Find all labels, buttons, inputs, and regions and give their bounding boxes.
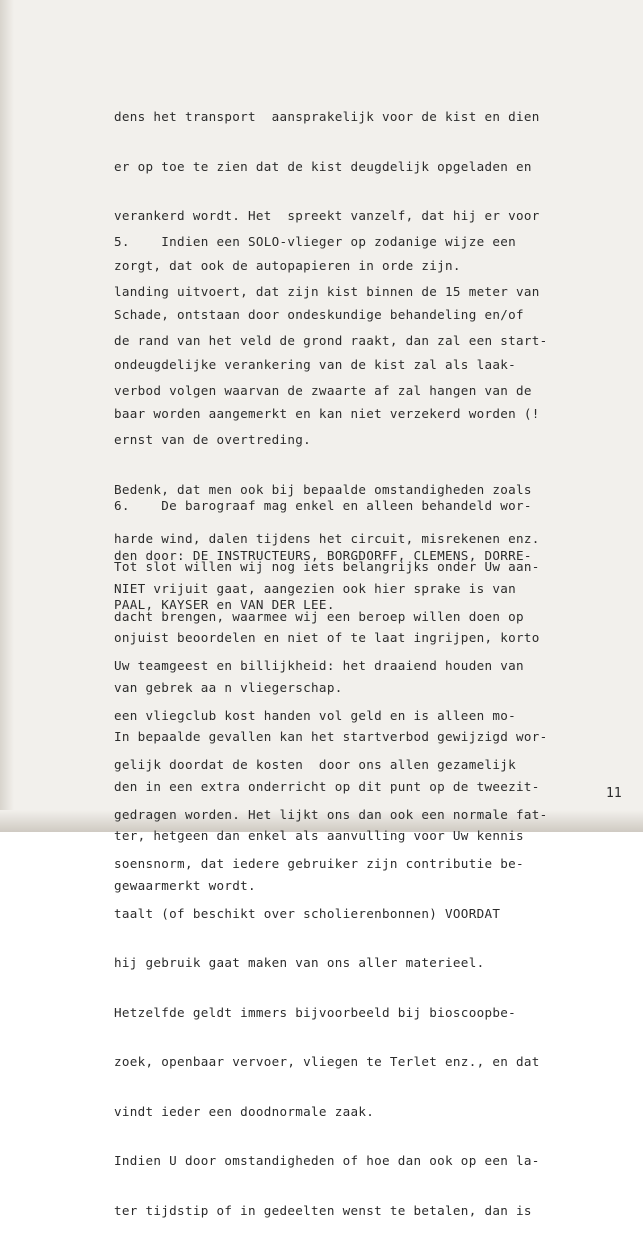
text-line: dacht brengen, waarmee wij een beroep willen doen op [114, 608, 524, 624]
paragraph-tot-slot [114, 526, 634, 1252]
text-line: verankerd wordt. Het spreekt vanzelf, dat hij er voor [114, 208, 540, 223]
text-line: ondeugdelijke verankering van de kist zal als laak- [114, 356, 516, 372]
text-line: een vliegclub kost handen vol geld en is alleen mo- [114, 707, 516, 723]
text-line: In bepaalde gevallen kan het startverbod gewijzigd wor- [114, 729, 548, 744]
text-line: dens het transport aansprakelijk voor de kist en dien [114, 109, 540, 124]
text-line: taalt (of beschikt over scholierenbonnen) VOORDAT [114, 905, 501, 921]
text-line: Indien U door omstandigheden of hoe dan ook op een la- [114, 1153, 540, 1168]
text-line: zorgt, dat ook de autopapieren in orde zijn. [114, 257, 461, 273]
text-line: onjuist beoordelen en niet of te laat ingrijpen, korto [114, 630, 540, 645]
text-line: van gebrek aa n vliegerschap. [114, 679, 343, 695]
text-line: soensnorm, dat iedere gebruiker zijn contributie be- [114, 856, 524, 871]
text-line: Hetzelfde geldt immers bijvoorbeeld bij bioscoopbe- [114, 1004, 516, 1020]
text-line: Tot slot willen wij nog iets belangrijks onder Uw aan- [114, 559, 540, 574]
text-line: ernst van de overtreding. [114, 432, 312, 447]
text-line: Schade, ontstaan door ondeskundige behandeling en/of [114, 307, 524, 322]
text-line: ter tijdstip of in gedeelten wenst te betalen, dan is [114, 1202, 532, 1218]
text-line: den in een extra onderricht op dit punt op de tweezit- [114, 778, 540, 794]
text-line: PAAL, KAYSER en VAN DER LEE. [114, 597, 335, 612]
text-line: Bedenk, dat men ook bij bepaalde omstandigheden zoals [114, 481, 532, 497]
page-number: 11 [606, 786, 622, 801]
text-line: 6. De barograaf mag enkel en alleen behandeld wor- [114, 498, 532, 513]
page-edge-shadow-left [0, 0, 14, 832]
text-line: er op toe te zien dat de kist deugdelijk opgeladen en [114, 158, 532, 174]
text-line: zoek, openbaar vervoer, vliegen te Terlet enz., en dat [114, 1054, 540, 1069]
text-line: gewaarmerkt wordt. [114, 877, 256, 893]
text-line: harde wind, dalen tijdens het circuit, misrekenen enz. [114, 531, 540, 546]
text-line: gelijk doordat de kosten door ons allen gezamelijk [114, 757, 516, 772]
text-line: 5. Indien een SOLO-vlieger op zodanige wijze een [114, 234, 516, 249]
text-line: hij gebruik gaat maken van ons aller materieel. [114, 955, 485, 970]
text-line: NIET vrijuit gaat, aangezien ook hier sprake is van [114, 580, 516, 596]
text-line: verbod volgen waarvan de zwaarte af zal hangen van de [114, 382, 532, 398]
text-line: vindt ieder een doodnormale zaak. [114, 1103, 375, 1119]
text-line: Uw teamgeest en billijkheid: het draaiend houden van [114, 658, 524, 673]
text-line: landing uitvoert, dat zijn kist binnen de 15 meter van [114, 283, 540, 299]
text-line: den door: DE INSTRUCTEURS, BORGDORFF, CLEMENS, DORRE- [114, 547, 532, 563]
text-line: gedragen worden. Het lijkt ons dan ook een normale fat- [114, 806, 548, 822]
text-line: ter, hetgeen dan enkel als aanvulling voor Uw kennis [114, 828, 524, 843]
text-line: baar worden aangemerkt en kan niet verzekerd worden (! [114, 406, 540, 421]
text-line: de rand van het veld de grond raakt, dan zal een start- [114, 333, 548, 348]
